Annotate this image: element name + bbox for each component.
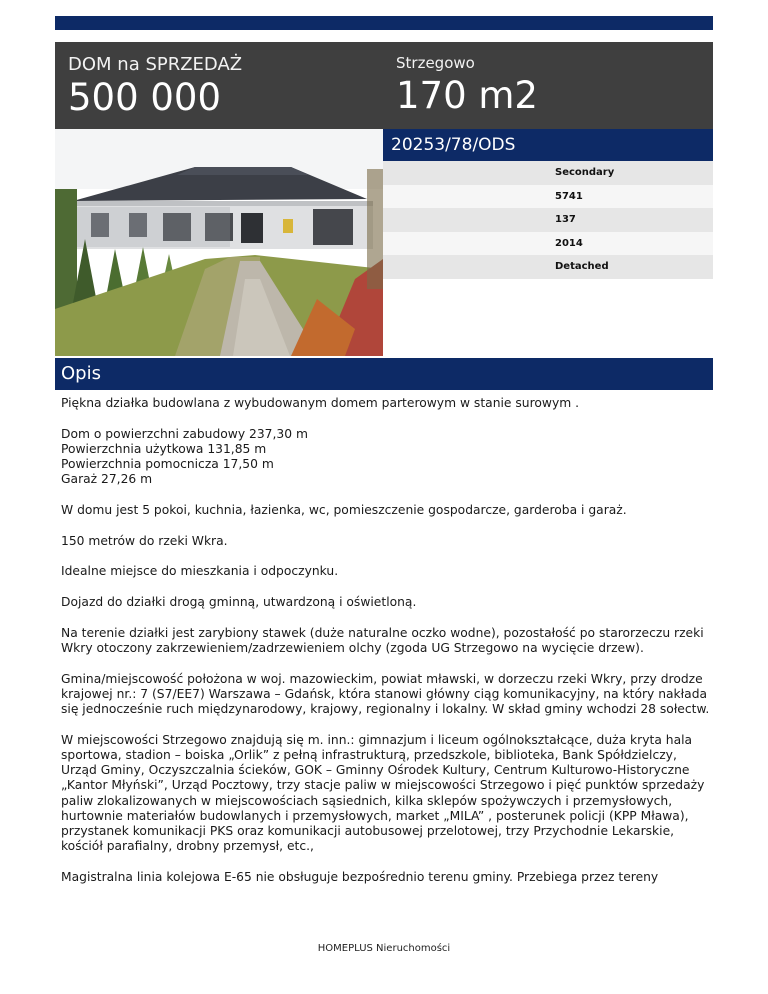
desc-paragraph: Idealne miejsce do mieszkania i odpoczynku. [61, 564, 339, 579]
detail-row-plot: 5741 [383, 185, 713, 209]
top-accent-bar [55, 16, 713, 30]
detail-row-type: Detached [383, 255, 713, 279]
description-header [55, 358, 713, 390]
desc-paragraph: W miejscowości Strzegowo znajdują się m. inn.: gimnazjum i liceum ogólnokształcące, duża kryta hala sportowa, stadion – boiska „Orlik” z pełną infrastrukturą, przedszkole, biblioteka, Bank Spółdzielczy, Urząd Gminy, Oczyszczalnia ścieków, GOK – Gminny Ośrodek Kultury, Centrum Kulturowo-Historyczne „Kantor Młyński”, Urząd Pocztowy, trzy stacje paliw w miejscowości Strzegowo i pięć punktów sprzedaży paliw zlokalizowanych w miejscowościach sąsiednich, kilka sklepów spożywczych i przemysłowych, hurtownie materiałów budowlanych i przemysłowych, market „MILA” , posterunek policji (KPP Mława), przystanek komunikacji PKS oraz komunikacji autobusowej przelotowej, trzy Przychodnie Lekarskie, kościół parafialny, drobny przemysł, etc., [61, 732, 705, 854]
detail-row-year: 2014 [383, 232, 713, 256]
desc-paragraph: Magistralna linia kolejowa E-65 nie obsługuje bezpośrednio terenu gminy. Przebiega przez tereny [61, 869, 659, 884]
desc-paragraph: Dojazd do działki drogą gminną, utwardzoną i oświetloną. [61, 595, 417, 610]
description-body [61, 396, 711, 901]
location-block [396, 52, 538, 116]
detail-row-market: Secondary [383, 161, 713, 185]
desc-line: Dom o powierzchni zabudowy 237,30 m [61, 426, 308, 441]
offer-block [68, 54, 242, 118]
property-details [383, 129, 713, 279]
offer-label: DOM na SPRZEDAŻ [68, 54, 243, 75]
house-photo [55, 129, 383, 356]
detail-row-usable: 137 [383, 208, 713, 232]
desc-paragraph: Gmina/miejscowość położona w woj. mazowieckim, powiat mławski, w dorzeczu rzeki Wkry, przy drodze krajowej nr.: 7 (S7/EE7) Warszawa – Gdańsk, która stanowi główny ciąg komunikacyjny, na który nakłada się jednocześnie ruch międzynarodowy, krajowy, regionalny i lokalny. W skład gminy wchodzi 28 sołectw. [61, 671, 710, 717]
desc-paragraph: W domu jest 5 pokoi, kuchnia, łazienka, wc, pomieszczenie gospodarcze, garderoba i garaż. [61, 503, 627, 518]
desc-paragraph: Piękna działka budowlana z wybudowanym domem parterowym w stanie surowym . [61, 396, 580, 410]
area-value: 170 m2 [396, 74, 538, 117]
location-label: Strzegowo [396, 54, 475, 72]
price: 500 000 [68, 76, 222, 119]
desc-line: Powierzchnia użytkowa 131,85 m [61, 441, 267, 456]
desc-paragraph: 150 metrów do rzeki Wkra. [61, 533, 228, 548]
listing-header [55, 42, 713, 129]
reference-number: 20253/78/ODS [383, 129, 713, 161]
footer-agency: HOMEPLUS Nieruchomości [317, 943, 451, 954]
desc-line: Garaż 27,26 m [61, 472, 153, 487]
desc-areas [61, 427, 711, 488]
desc-line: Powierzchnia pomocnicza 17,50 m [61, 457, 274, 472]
section-title: Opis [61, 363, 101, 384]
desc-paragraph: Na terenie działki jest zarybiony stawek (duże naturalne oczko wodne), pozostałość po starorzeczu rzeki Wkry otoczony zakrzewieniem/zadrzewieniem olchy (zgoda UG Strzegowo na wycięcie drzew). [61, 625, 704, 656]
